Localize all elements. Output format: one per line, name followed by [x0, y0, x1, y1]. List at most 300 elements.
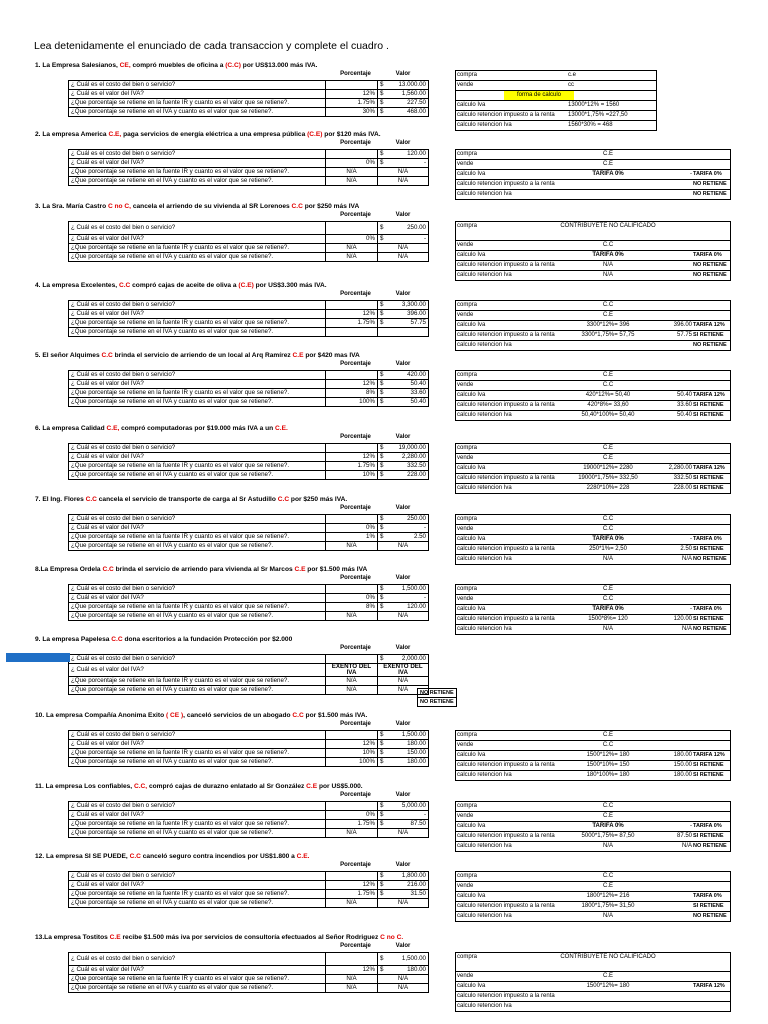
- valor-cell[interactable]: [378, 749, 429, 758]
- calc-formula[interactable]: 1800*1,75%= 31,50: [581, 903, 635, 909]
- calc-value[interactable]: 180.00: [673, 752, 692, 758]
- question-cell: ¿ Cuál es el costo del bien o servicio?: [69, 371, 326, 380]
- calc-row: [456, 555, 730, 564]
- calc-row: [456, 71, 656, 81]
- amount-value: 50.40: [410, 380, 426, 387]
- valor-cell[interactable]: [378, 90, 429, 99]
- calc-formula[interactable]: TARIFA 0%: [592, 171, 624, 177]
- porcentaje-cell[interactable]: EXENTO DEL IVA: [326, 664, 378, 677]
- calc-value[interactable]: N/A: [681, 843, 692, 849]
- porcentaje-cell[interactable]: [326, 81, 378, 90]
- highlight-text: C no C.: [380, 934, 404, 941]
- porcentaje-cell[interactable]: [326, 585, 378, 594]
- currency-symbol: $: [380, 802, 384, 809]
- valor-cell[interactable]: [378, 524, 429, 533]
- valor-cell[interactable]: [378, 966, 429, 975]
- calc-row: [456, 401, 730, 411]
- valor-cell[interactable]: [378, 389, 429, 398]
- valor-cell[interactable]: [378, 398, 429, 407]
- valor-amount: [380, 371, 426, 379]
- question-cell: ¿ Cuál es el valor del IVA?: [69, 380, 326, 389]
- porcentaje-cell[interactable]: N/A: [326, 612, 378, 621]
- porcentaje-cell[interactable]: 10%: [326, 471, 378, 480]
- calc-formula[interactable]: C.E: [602, 586, 613, 592]
- amount-value: -: [423, 235, 426, 242]
- porcentaje-cell[interactable]: [326, 953, 378, 966]
- valor-cell[interactable]: [378, 594, 429, 603]
- question-cell: ¿Que porcentaje se retiene en el IVA y cuanto es el valor que se retiene?.: [69, 899, 326, 908]
- porcentaje-cell[interactable]: 12%: [326, 966, 378, 975]
- porcentaje-cell[interactable]: 100%: [326, 398, 378, 407]
- calc-formula[interactable]: TARIFA 0%: [592, 536, 624, 542]
- amount-value: 332.50: [407, 462, 426, 469]
- porcentaje-cell[interactable]: 30%: [326, 108, 378, 117]
- calc-formula[interactable]: cc: [568, 82, 574, 88]
- calc-row: [456, 771, 730, 780]
- valor-cell[interactable]: N/A: [378, 899, 429, 908]
- valor-cell[interactable]: [378, 222, 429, 235]
- highlight-text: C.C: [102, 566, 114, 573]
- amount-value: 250.00: [407, 515, 426, 522]
- calc-formula[interactable]: 13000*1,75% =227,50: [568, 112, 628, 118]
- valor-cell[interactable]: [378, 301, 429, 310]
- calc-label: calculo retencion Iva: [457, 122, 512, 128]
- calc-formula[interactable]: N/A: [602, 272, 613, 278]
- amount-value: 420.00: [407, 371, 426, 378]
- porcentaje-cell[interactable]: 1.75%: [326, 890, 378, 899]
- section-title: [35, 131, 381, 138]
- calc-formula[interactable]: 3300*1,75%= 57,75: [581, 332, 635, 338]
- porcentaje-cell[interactable]: [326, 872, 378, 881]
- calc-formula[interactable]: 13000*12% = 1560: [568, 102, 620, 108]
- porcentaje-cell[interactable]: 12%: [326, 881, 378, 890]
- question-cell: ¿Que porcentaje se retiene en la fuente IR y cuanto es el valor que se retiene?.: [69, 603, 326, 612]
- title-text: canceló seguro contra incendios por US$1.800 a: [140, 853, 297, 860]
- amount-value: 1,500.00: [401, 955, 426, 962]
- valor-cell[interactable]: [378, 603, 429, 612]
- calc-formula[interactable]: 1500*12%= 180: [586, 752, 630, 758]
- valor-cell[interactable]: N/A: [378, 244, 429, 253]
- porcentaje-cell[interactable]: N/A: [326, 677, 378, 686]
- valor-amount: [380, 655, 426, 663]
- calc-value[interactable]: 120.00: [673, 616, 692, 622]
- valor-amount: [380, 820, 426, 828]
- valor-cell[interactable]: [378, 462, 429, 471]
- calc-label: calculo Iva: [457, 465, 486, 471]
- porcentaje-cell[interactable]: 1.75%: [326, 820, 378, 829]
- porcentaje-cell[interactable]: 8%: [326, 603, 378, 612]
- calc-formula[interactable]: c.e: [568, 72, 577, 78]
- porcentaje-cell[interactable]: 12%: [326, 380, 378, 389]
- amount-value: -: [423, 159, 426, 166]
- no-retiene-label: NO RETIENE: [417, 688, 457, 698]
- calc-value[interactable]: 57.75: [676, 332, 692, 338]
- calc-formula[interactable]: 1500*8%= 120: [588, 616, 628, 622]
- question-cell: ¿Que porcentaje se retiene en el IVA y cuanto es el valor que se retiene?.: [69, 108, 326, 117]
- valor-amount: [380, 749, 426, 757]
- porcentaje-cell[interactable]: 12%: [326, 453, 378, 462]
- question-table: [68, 221, 429, 262]
- calc-value[interactable]: -: [690, 171, 692, 177]
- valor-cell[interactable]: N/A: [378, 542, 429, 551]
- porcentaje-cell[interactable]: N/A: [326, 829, 378, 838]
- currency-symbol: $: [380, 881, 384, 888]
- calc-formula[interactable]: N/A: [602, 556, 613, 562]
- valor-cell[interactable]: [378, 758, 429, 767]
- retention-status: TARIFA 12%: [693, 465, 725, 471]
- porcentaje-cell[interactable]: [326, 150, 378, 159]
- amount-value: 150.00: [407, 749, 426, 756]
- porcentaje-cell[interactable]: [326, 222, 378, 235]
- page-title: Lea detenidamente el enunciado de cada transaccion y complete el cuadro .: [34, 40, 389, 52]
- title-text: 10. La empresa Compañía Anonima Exito: [35, 712, 166, 719]
- calc-formula[interactable]: 420*8%= 33,60: [587, 402, 629, 408]
- porcentaje-cell[interactable]: 8%: [326, 389, 378, 398]
- valor-cell[interactable]: N/A: [378, 975, 429, 984]
- porcentaje-cell[interactable]: 0%: [326, 159, 378, 168]
- valor-cell[interactable]: [378, 515, 429, 524]
- calc-formula[interactable]: 19000*12%= 2280: [583, 465, 633, 471]
- calc-label: calculo Iva: [457, 823, 486, 829]
- currency-symbol: $: [380, 890, 384, 897]
- header-valor: Valor: [395, 361, 411, 367]
- porcentaje-cell[interactable]: N/A: [326, 899, 378, 908]
- calc-formula[interactable]: N/A: [602, 262, 613, 268]
- calc-formula[interactable]: C.C: [602, 516, 614, 522]
- valor-cell[interactable]: [378, 533, 429, 542]
- valor-cell[interactable]: [378, 471, 429, 480]
- porcentaje-cell[interactable]: [326, 444, 378, 453]
- valor-amount: [380, 398, 426, 406]
- valor-cell[interactable]: [378, 872, 429, 881]
- question-cell: ¿Que porcentaje se retiene en la fuente IR y cuanto es el valor que se retiene?.: [69, 533, 326, 542]
- header-porcentaje: Porcentaje: [340, 505, 371, 511]
- porcentaje-cell[interactable]: N/A: [326, 177, 378, 186]
- title-text: recibe $1.500 más iva por servicios de consultoría efectuados al Señor Rodriguez: [120, 934, 381, 941]
- valor-cell[interactable]: [378, 953, 429, 966]
- calc-formula[interactable]: 420*12%= 50,40: [585, 392, 631, 398]
- calc-value[interactable]: 50.40: [676, 392, 692, 398]
- calc-formula[interactable]: C.C: [602, 803, 614, 809]
- porcentaje-cell[interactable]: 12%: [326, 90, 378, 99]
- calc-value[interactable]: N/A: [681, 626, 692, 632]
- porcentaje-cell[interactable]: N/A: [326, 686, 378, 695]
- calc-formula[interactable]: 180*100%= 180: [586, 772, 630, 778]
- amount-value: 228.00: [407, 471, 426, 478]
- valor-cell[interactable]: [378, 159, 429, 168]
- calc-formula[interactable]: 1560*30% = 468: [568, 122, 613, 128]
- calc-row: [456, 311, 730, 321]
- calc-row: [456, 595, 730, 605]
- amount-value: 50.40: [410, 398, 426, 405]
- valor-cell[interactable]: N/A: [378, 253, 429, 262]
- calc-value[interactable]: N/A: [681, 556, 692, 562]
- calc-row: [456, 301, 730, 311]
- calc-label: calculo retencion impuesto a la renta: [457, 112, 555, 118]
- porcentaje-cell[interactable]: N/A: [326, 975, 378, 984]
- porcentaje-cell[interactable]: 1%: [326, 533, 378, 542]
- calc-formula[interactable]: C.E: [602, 372, 613, 378]
- retention-status: NO RETIENE: [693, 191, 727, 197]
- valor-cell[interactable]: [378, 802, 429, 811]
- question-cell: ¿Que porcentaje se retiene en el IVA y cuanto es el valor que se retiene?.: [69, 829, 326, 838]
- valor-amount: [380, 462, 426, 470]
- retention-status: TARIFA 12%: [693, 983, 725, 989]
- title-text: brinda el servicio de arriendo para vivienda al Sr Marcos: [113, 566, 295, 573]
- calc-formula[interactable]: N/A: [602, 843, 613, 849]
- valor-cell[interactable]: [378, 453, 429, 462]
- valor-cell[interactable]: [378, 371, 429, 380]
- amount-value: 1,500.00: [401, 585, 426, 592]
- calc-formula[interactable]: 1500*12%= 180: [586, 983, 630, 989]
- calc-value[interactable]: 150.00: [673, 762, 692, 768]
- currency-symbol: $: [380, 585, 384, 592]
- porcentaje-cell[interactable]: [326, 328, 378, 337]
- highlight-text: (C.C): [225, 62, 241, 69]
- calc-row: [456, 585, 730, 595]
- currency-symbol: $: [380, 319, 384, 326]
- calc-label: vende: [457, 382, 474, 388]
- porcentaje-cell[interactable]: N/A: [326, 984, 378, 993]
- porcentaje-cell[interactable]: N/A: [326, 542, 378, 551]
- question-cell: ¿ Cuál es el valor del IVA?: [69, 90, 326, 99]
- calc-formula[interactable]: 3300*12%= 396: [586, 322, 630, 328]
- calculation-box: [455, 584, 731, 635]
- porcentaje-cell[interactable]: 0%: [326, 524, 378, 533]
- valor-cell[interactable]: EXENTO DEL IVA: [378, 664, 429, 677]
- calc-value[interactable]: 228.00: [673, 485, 692, 491]
- calc-formula[interactable]: C.C: [602, 596, 614, 602]
- valor-cell[interactable]: [378, 655, 429, 664]
- calc-row: [456, 982, 730, 992]
- porcentaje-cell[interactable]: 1.75%: [326, 99, 378, 108]
- title-text: 2. La empresa America: [35, 131, 109, 138]
- calc-formula[interactable]: C.E: [602, 732, 613, 738]
- calc-formula[interactable]: 19000*1,75%= 332,50: [578, 475, 638, 481]
- calc-label: vende: [457, 973, 474, 979]
- valor-cell[interactable]: [378, 150, 429, 159]
- title-text: 7. El Ing. Flores: [35, 496, 86, 503]
- calc-row: [456, 625, 730, 634]
- title-text: por US$3.300 más IVA.: [253, 282, 327, 289]
- calc-row: [456, 525, 730, 535]
- valor-cell[interactable]: [378, 380, 429, 389]
- valor-cell[interactable]: [378, 81, 429, 90]
- porcentaje-cell[interactable]: [326, 301, 378, 310]
- question-cell: ¿ Cuál es el costo del bien o servicio?: [69, 222, 326, 235]
- retention-status: NO RETIENE: [693, 913, 727, 919]
- highlight-text: C.E: [294, 566, 306, 573]
- retention-status: SI RETIENE: [693, 475, 724, 481]
- calc-formula[interactable]: 2280*10%= 228: [586, 485, 630, 491]
- calc-formula[interactable]: 1800*12%= 216: [586, 893, 630, 899]
- calc-formula[interactable]: C.C: [602, 382, 614, 388]
- calc-formula[interactable]: N/A: [602, 913, 613, 919]
- highlight-text: C.E: [306, 783, 318, 790]
- valor-cell[interactable]: [378, 108, 429, 117]
- calc-formula[interactable]: TARIFA 0%: [592, 823, 624, 829]
- calc-value[interactable]: 2,280.00: [668, 465, 692, 471]
- question-cell: ¿ Cuál es el costo del bien o servicio?: [69, 655, 326, 664]
- calc-label: calculo Iva: [457, 252, 486, 258]
- calc-formula[interactable]: C.C: [602, 242, 614, 248]
- highlight-text: CE,: [119, 62, 131, 69]
- porcentaje-cell[interactable]: 12%: [326, 740, 378, 749]
- valor-cell[interactable]: [378, 328, 429, 337]
- title-text: 12. La empresa SI SE PUEDE,: [35, 853, 130, 860]
- retention-status: SI RETIENE: [693, 903, 724, 909]
- calc-formula[interactable]: N/A: [602, 626, 613, 632]
- porcentaje-cell[interactable]: 0%: [326, 235, 378, 244]
- amount-value: 2.50: [413, 533, 426, 540]
- valor-cell[interactable]: [378, 740, 429, 749]
- porcentaje-cell[interactable]: 1.75%: [326, 462, 378, 471]
- currency-symbol: $: [380, 655, 384, 662]
- valor-cell[interactable]: [378, 820, 429, 829]
- highlight-text: C.E: [292, 352, 304, 359]
- calc-row: [456, 822, 730, 832]
- calc-formula[interactable]: C.E: [602, 455, 613, 461]
- calc-formula[interactable]: 50,40*100%= 50,40: [581, 412, 635, 418]
- calc-row: [456, 741, 730, 751]
- question-cell: ¿ Cuál es el costo del bien o servicio?: [69, 515, 326, 524]
- valor-cell[interactable]: N/A: [378, 686, 429, 695]
- selected-cell-highlight[interactable]: [6, 653, 70, 662]
- calc-value[interactable]: 33.60: [676, 402, 692, 408]
- retention-status: TARIFA 0%: [693, 536, 722, 542]
- calc-value[interactable]: 2.50: [680, 546, 692, 552]
- question-cell: ¿ Cuál es el costo del bien o servicio?: [69, 731, 326, 740]
- calc-row: [456, 832, 730, 842]
- currency-symbol: $: [380, 515, 384, 522]
- calc-value[interactable]: 50.40: [676, 412, 692, 418]
- valor-amount: [380, 524, 426, 532]
- calc-formula[interactable]: 5000*1,75%= 87,50: [581, 833, 635, 839]
- calc-formula[interactable]: CONTRIBUYETE NO CALIFICADO: [560, 954, 656, 960]
- calc-value[interactable]: 332.50: [673, 475, 692, 481]
- question-cell: ¿Que porcentaje se retiene en el IVA y cuanto es el valor que se retiene?.: [69, 177, 326, 186]
- valor-cell[interactable]: [378, 811, 429, 820]
- porcentaje-cell[interactable]: [326, 655, 378, 664]
- valor-cell[interactable]: N/A: [378, 677, 429, 686]
- porcentaje-cell[interactable]: 10%: [326, 749, 378, 758]
- calc-value[interactable]: -: [690, 823, 692, 829]
- question-table: [68, 584, 429, 621]
- title-text: 8.La Empresa Ordela: [35, 566, 103, 573]
- valor-cell[interactable]: N/A: [378, 612, 429, 621]
- question-cell: ¿Que porcentaje se retiene en la fuente IR y cuanto es el valor que se retiene?.: [69, 462, 326, 471]
- calc-value[interactable]: -: [690, 606, 692, 612]
- valor-cell[interactable]: [378, 890, 429, 899]
- calc-value[interactable]: 180.00: [673, 772, 692, 778]
- question-cell: ¿Que porcentaje se retiene en el IVA y cuanto es el valor que se retiene?.: [69, 398, 326, 407]
- calc-formula[interactable]: TARIFA 0%: [592, 606, 624, 612]
- calc-formula[interactable]: 250*1%= 2,50: [589, 546, 627, 552]
- valor-cell[interactable]: N/A: [378, 168, 429, 177]
- header-valor: Valor: [395, 792, 411, 798]
- calc-row: [456, 150, 730, 160]
- valor-cell[interactable]: [378, 881, 429, 890]
- calc-formula[interactable]: C.E: [602, 973, 613, 979]
- calc-value[interactable]: 396.00: [673, 322, 692, 328]
- porcentaje-cell[interactable]: [326, 731, 378, 740]
- valor-cell[interactable]: [378, 319, 429, 328]
- valor-cell[interactable]: N/A: [378, 829, 429, 838]
- calc-value[interactable]: -: [690, 536, 692, 542]
- calc-formula[interactable]: TARIFA 0%: [592, 252, 624, 258]
- title-text: brinda el servicio de arriendo de un local al Arq Ramírez: [112, 352, 293, 359]
- amount-value: 1,500.00: [401, 731, 426, 738]
- valor-amount: [380, 81, 426, 89]
- calc-formula[interactable]: 1500*10%= 150: [586, 762, 630, 768]
- calc-formula[interactable]: C.C: [602, 302, 614, 308]
- porcentaje-cell[interactable]: N/A: [326, 168, 378, 177]
- valor-cell[interactable]: [378, 99, 429, 108]
- calculation-box: [455, 871, 731, 922]
- porcentaje-cell[interactable]: 12%: [326, 310, 378, 319]
- calc-label: vende: [457, 82, 474, 88]
- calc-row: [456, 251, 730, 261]
- calc-formula[interactable]: C.E: [602, 445, 613, 451]
- porcentaje-cell[interactable]: 0%: [326, 594, 378, 603]
- amount-value: 31.50: [410, 890, 426, 897]
- amount-value: 13.000.00: [398, 81, 426, 88]
- calc-row: [456, 953, 730, 972]
- title-text: por $420 mas IVA: [303, 352, 360, 359]
- currency-symbol: $: [380, 453, 384, 460]
- retention-status: NO RETIENE: [693, 181, 727, 187]
- question-cell: ¿ Cuál es el costo del bien o servicio?: [69, 81, 326, 90]
- calc-formula[interactable]: C.C: [602, 742, 614, 748]
- calc-formula[interactable]: C.E: [602, 161, 613, 167]
- calc-formula[interactable]: C.E: [602, 883, 613, 889]
- calc-label: calculo Iva: [457, 102, 486, 108]
- valor-cell[interactable]: [378, 235, 429, 244]
- porcentaje-cell[interactable]: [326, 515, 378, 524]
- valor-cell[interactable]: N/A: [378, 177, 429, 186]
- calc-formula[interactable]: C.E: [602, 151, 613, 157]
- valor-cell[interactable]: [378, 444, 429, 453]
- porcentaje-cell[interactable]: [326, 802, 378, 811]
- porcentaje-cell[interactable]: N/A: [326, 244, 378, 253]
- calc-formula[interactable]: C.E: [602, 813, 613, 819]
- valor-cell[interactable]: N/A: [378, 984, 429, 993]
- calc-formula[interactable]: C.C: [602, 526, 614, 532]
- porcentaje-cell[interactable]: 1.75%: [326, 319, 378, 328]
- porcentaje-cell[interactable]: [326, 371, 378, 380]
- calc-value[interactable]: 87.50: [676, 833, 692, 839]
- currency-symbol: $: [380, 380, 384, 387]
- calc-formula[interactable]: C.C: [602, 873, 614, 879]
- forma-calculo-label: forma de calculo: [504, 91, 574, 100]
- porcentaje-cell[interactable]: N/A: [326, 253, 378, 262]
- valor-cell[interactable]: [378, 585, 429, 594]
- calc-row: [456, 474, 730, 484]
- calc-row: [456, 535, 730, 545]
- question-cell: ¿ Cuál es el costo del bien o servicio?: [69, 802, 326, 811]
- valor-cell[interactable]: [378, 310, 429, 319]
- calc-formula[interactable]: CONTRIBUYETE NO CALIFICADO: [560, 223, 656, 229]
- amount-value: 19,000.00: [398, 444, 426, 451]
- calc-label: calculo retencion impuesto a la renta: [457, 546, 555, 552]
- porcentaje-cell[interactable]: 100%: [326, 758, 378, 767]
- porcentaje-cell[interactable]: 0%: [326, 811, 378, 820]
- valor-cell[interactable]: [378, 731, 429, 740]
- valor-amount: [380, 235, 426, 243]
- amount-value: -: [423, 594, 426, 601]
- amount-value: 2,280.00: [401, 453, 426, 460]
- calc-formula[interactable]: C.E: [602, 312, 613, 318]
